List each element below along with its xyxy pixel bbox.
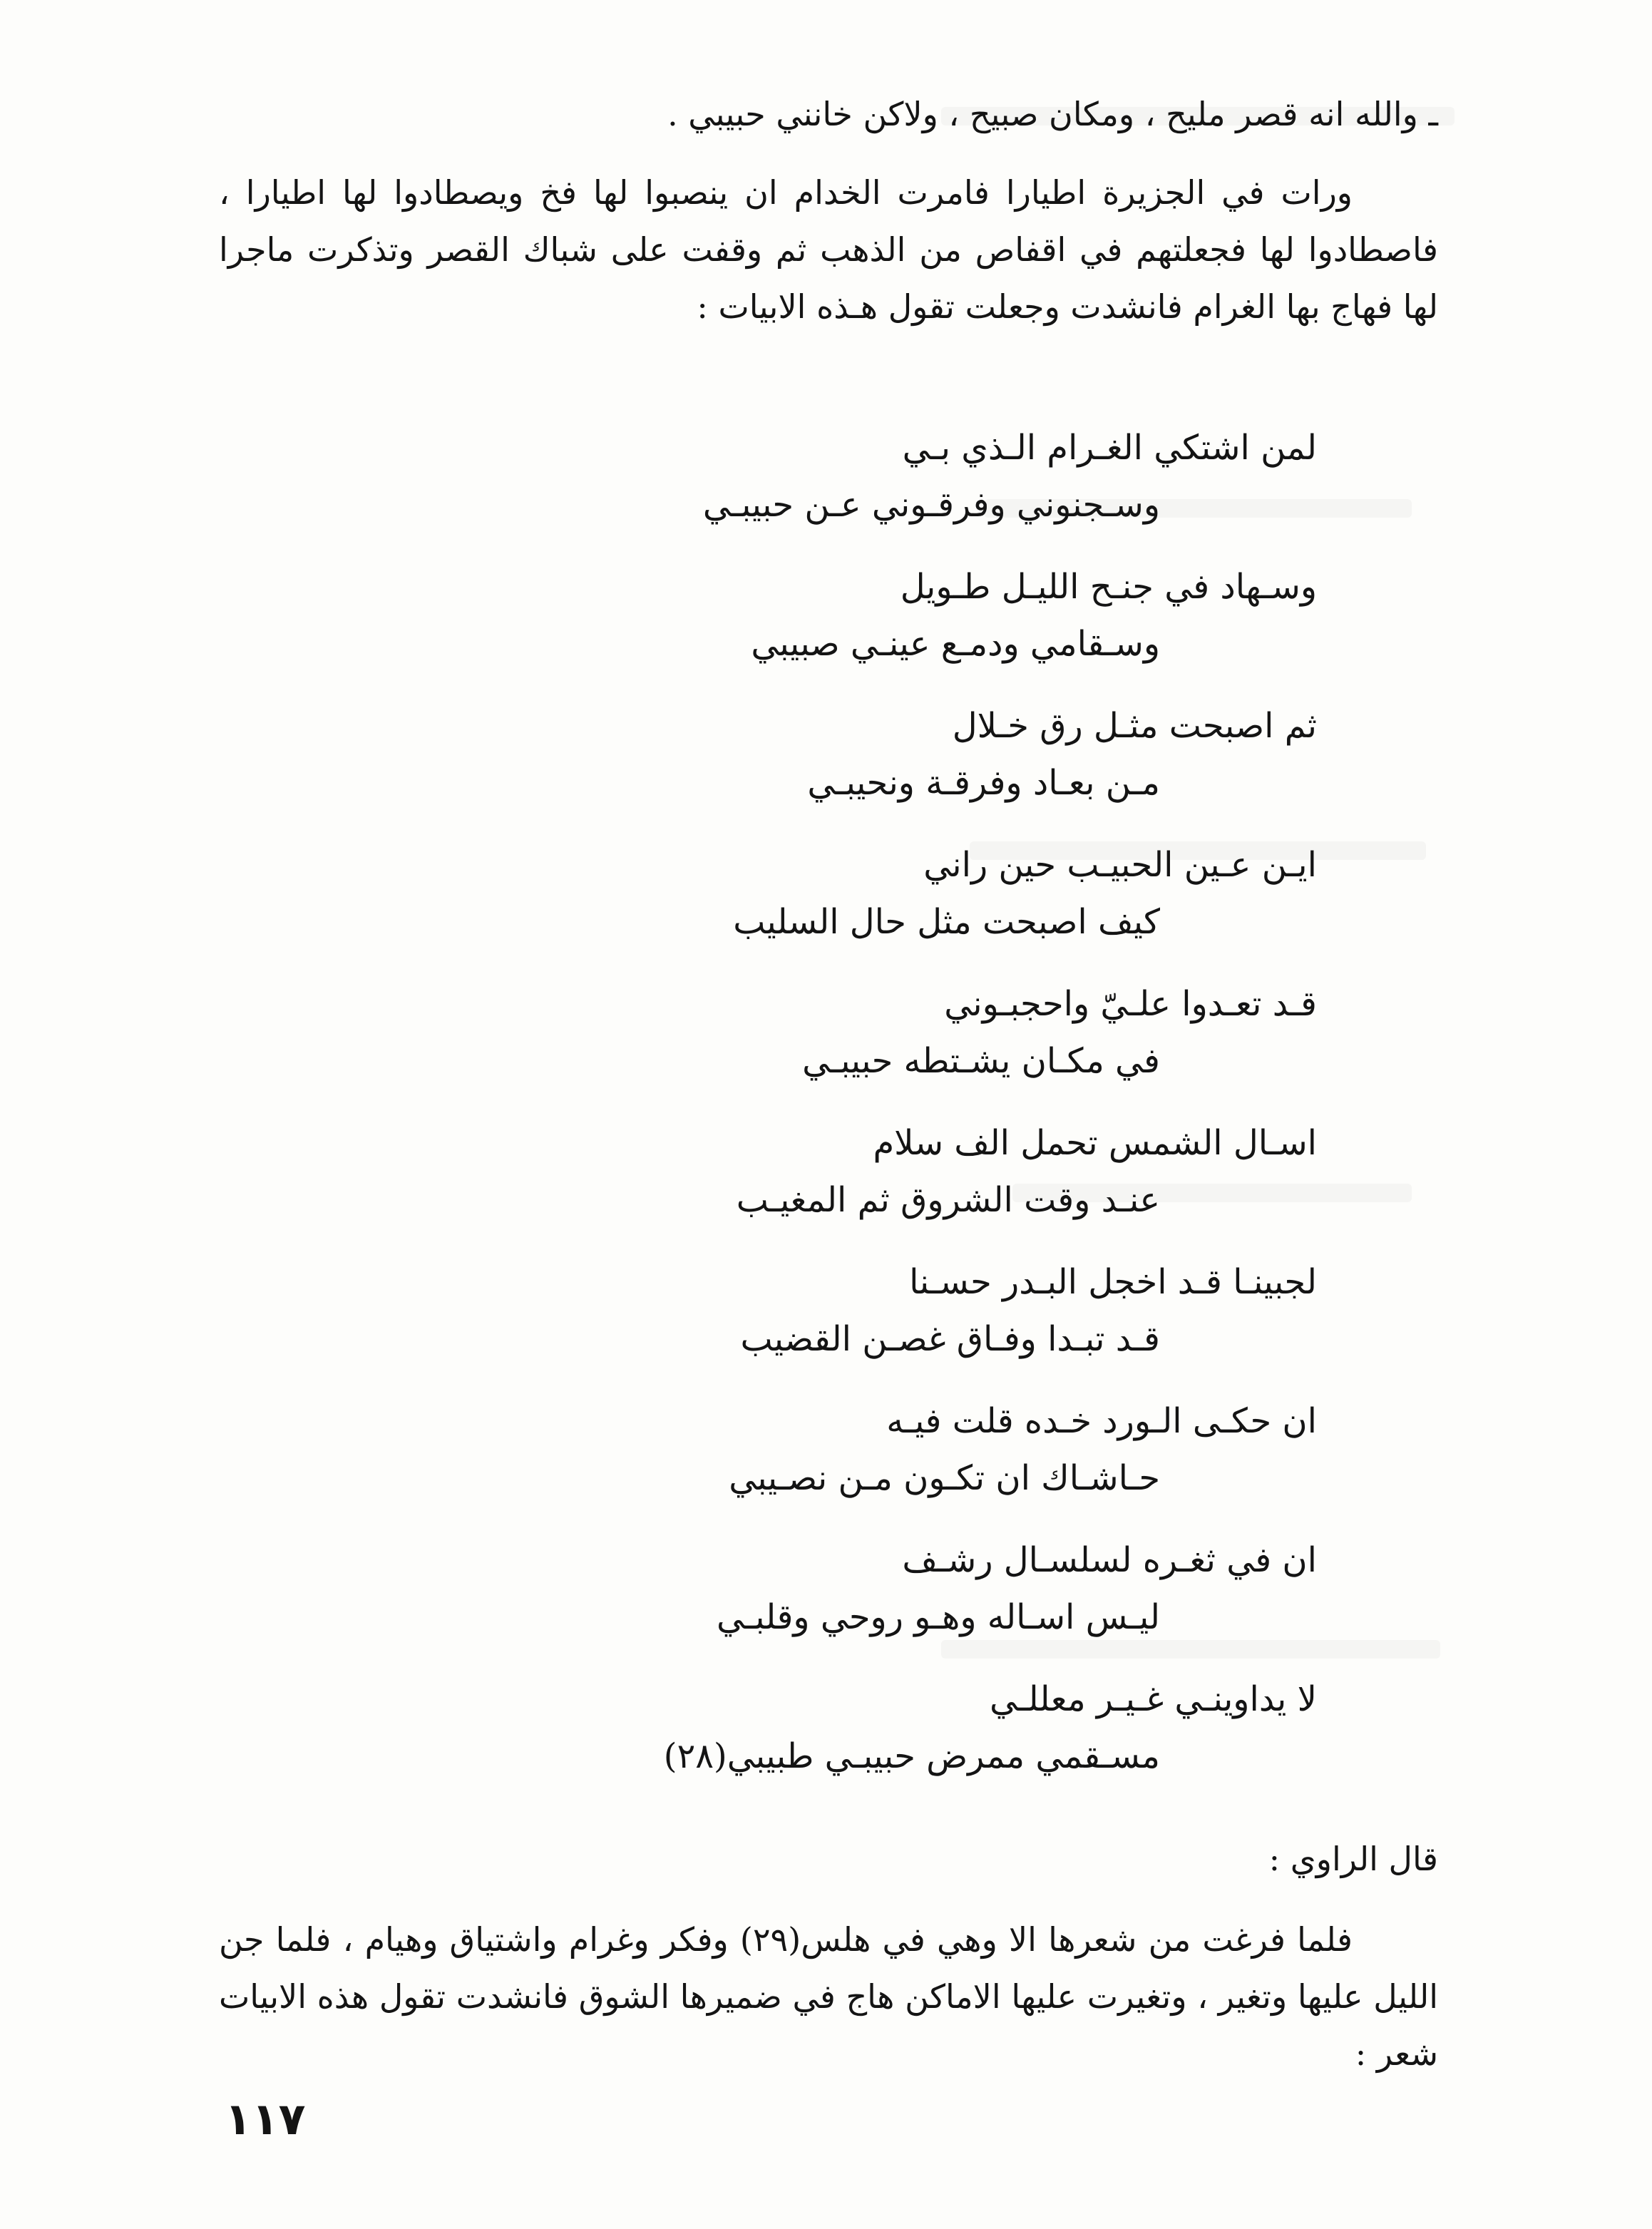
paragraph-intro: ورات في الجزيرة اطيارا فامرت الخدام ان ينصبوا لها فخ ويصطادوا لها اطيارا ، فاصطادوا لها فجعلتهم في اقفاص من الذهب ثم وقفت على شباك القصر وتذكرت ماجرا لها فهاج بها الغرام فانشدت وجعلت تقول هـذه الابيات : <box>219 173 1438 326</box>
verse-2-second-hemistich: وسـقامي ودمـع عينـي صبيبي <box>751 624 1160 664</box>
verse-10-second-hemistich: مسـقمي ممرض حبيبـي طبيبي(٢٨) <box>663 1736 1160 1776</box>
verse-4-first-hemistich: ايـن عـين الحبيـب حين راني <box>923 845 1317 885</box>
verse-6-first-hemistich: اسـال الشمس تحمل الف سلام <box>873 1123 1317 1163</box>
verse-4-second-hemistich: كيف اصبحت مثل حال السليب <box>733 902 1160 942</box>
narrator-heading: قال الراوي : <box>1268 1840 1438 1878</box>
verse-1-first-hemistich: لمن اشتكي الغـرام الـذي بـي <box>902 428 1317 468</box>
verse-3-first-hemistich: ثم اصبحت مثـل رق خـلال <box>952 706 1317 746</box>
page-number: ١١٧ <box>225 2093 306 2145</box>
verse-1-second-hemistich: وسـجنوني وفرقـوني عـن حبيبـي <box>702 485 1160 525</box>
verse-7-second-hemistich: قـد تبـدا وفـاق غصـن القضيب <box>740 1319 1160 1359</box>
verse-9-first-hemistich: ان في ثغـره لسلسـال رشـف <box>902 1540 1317 1580</box>
verse-7-first-hemistich: لجبينـا قـد اخجل البـدر حسـنا <box>909 1262 1317 1302</box>
verse-3-second-hemistich: مـن بعـاد وفرقـة ونحيبـي <box>807 763 1160 803</box>
verse-10-first-hemistich: لا يداوينـي غـيـر معللـي <box>989 1679 1317 1719</box>
verse-9-second-hemistich: ليـس اسـاله وهـو روحي وقلبـي <box>717 1597 1160 1637</box>
verse-2-first-hemistich: وسـهاد في جنـح الليـل طـويل <box>900 567 1317 607</box>
verse-8-second-hemistich: حـاشـاك ان تكـون مـن نصـيبي <box>729 1458 1160 1498</box>
verse-5-first-hemistich: قـد تعـدوا علـيّ واحجبـوني <box>944 984 1317 1024</box>
paragraph-after-poem: فلما فرغت من شعرها الا وهي في هلس(٢٩) وفكر وغرام واشتياق وهيام ، فلما جن الليل عليها وتغير ، وتغيرت عليها الاماكن هاج في ضميرها الشوق فانشدت تقول هذه الابيات شعر : <box>219 1920 1438 2073</box>
verse-8-first-hemistich: ان حكـى الـورد خـده قلت فيـه <box>886 1401 1317 1441</box>
bleed-through-mark <box>941 1640 1440 1659</box>
opening-line: ـ والله انه قصر مليح ، ومكان صبيح ، ولاكن خانني حبيبي . <box>667 95 1438 133</box>
verse-6-second-hemistich: عنـد وقت الشروق ثم المغيـب <box>736 1180 1160 1220</box>
verse-5-second-hemistich: في مكـان يشـتطه حبيبـي <box>802 1041 1160 1081</box>
